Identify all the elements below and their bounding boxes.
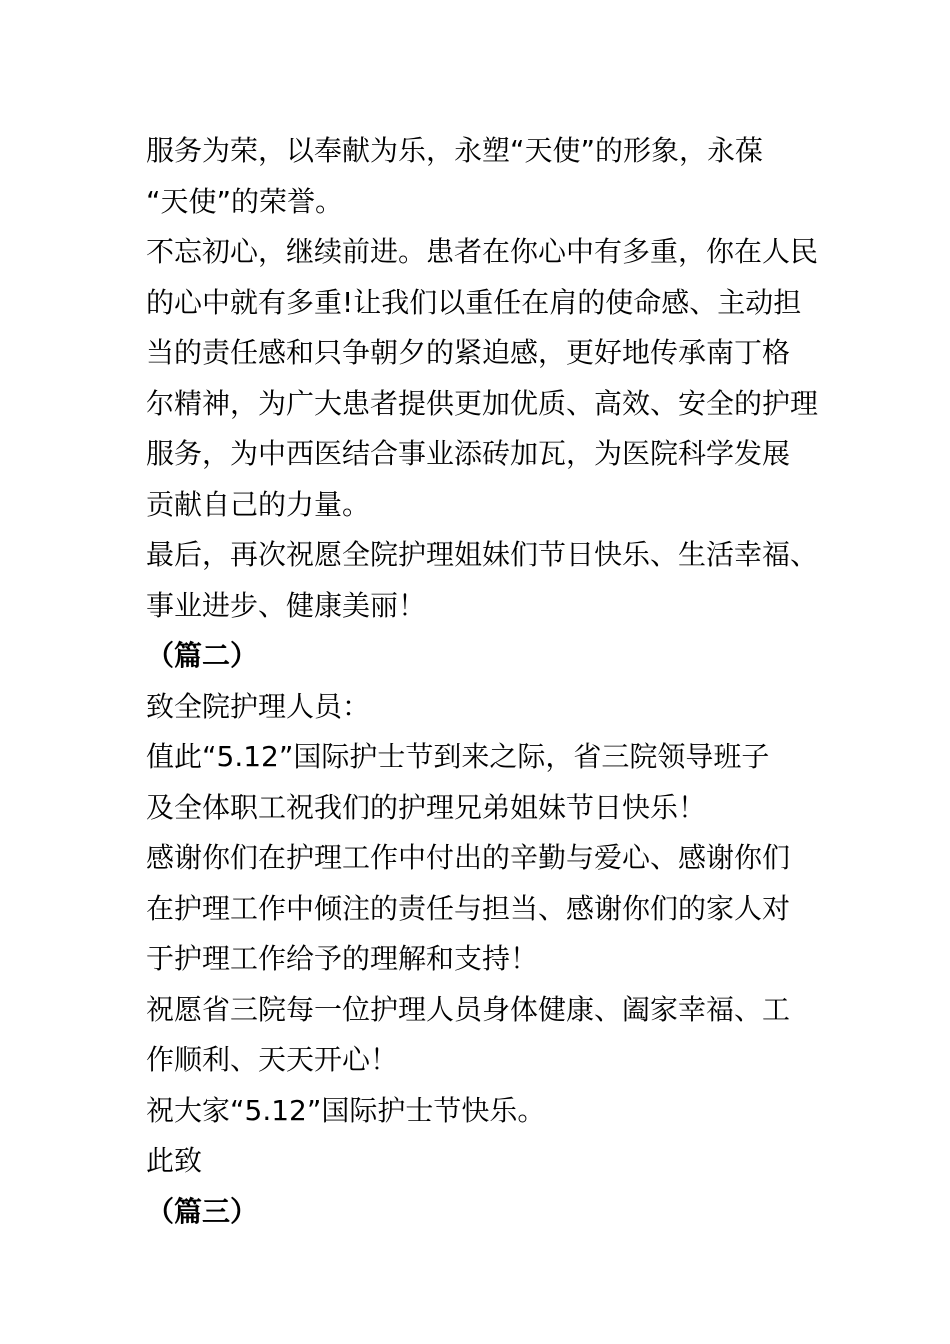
text-line: 此致 <box>146 1144 203 1177</box>
text-line: 服务为荣，以奉献为乐，永塑“天使”的形象，永葆 <box>146 134 764 167</box>
text-line: 不忘初心，继续前进。患者在你心中有多重，你在人民 <box>146 235 819 268</box>
text-line: 在护理工作中倾注的责任与担当、感谢你们的家人对 <box>146 891 791 925</box>
text-line: 事业进步、健康美丽！ <box>146 588 427 622</box>
text-line: 服务，为中西医结合事业添砖加瓦，为医院科学发展 <box>146 437 791 470</box>
text-line: 于护理工作给予的理解和支持！ <box>146 942 539 975</box>
text-line: 贡献自己的力量。 <box>146 487 371 521</box>
section-heading: （篇三） <box>146 1194 259 1228</box>
text-line: 祝愿省三院每一位护理人员身体健康、阖家幸福、工 <box>146 992 791 1026</box>
section-heading: （篇二） <box>146 639 259 672</box>
text-line: 感谢你们在护理工作中付出的辛勤与爱心、感谢你们 <box>146 841 791 874</box>
text-line: 当的责任感和只争朝夕的紧迫感，更好地传承南丁格 <box>146 336 791 369</box>
text-line: 最后，再次祝愿全院护理姐妹们节日快乐、生活幸福、 <box>146 538 819 571</box>
document-body <box>146 126 826 1237</box>
text-line: 尔精神，为广大患者提供更加优质、高效、安全的护理 <box>146 386 819 420</box>
text-line: 致全院护理人员： <box>146 689 371 723</box>
text-line: “天使”的荣誉。 <box>146 184 344 218</box>
text-line: 作顺利、天天开心！ <box>146 1043 399 1076</box>
text-line: 值此“5.12”国际护士节到来之际，省三院领导班子 <box>146 740 770 773</box>
text-line: 及全体职工祝我们的护理兄弟姐妹节日快乐！ <box>146 790 707 824</box>
text-line: 祝大家“5.12”国际护士节快乐。 <box>146 1093 546 1127</box>
text-line: 的心中就有多重!让我们以重任在肩的使命感、主动担 <box>146 285 802 319</box>
